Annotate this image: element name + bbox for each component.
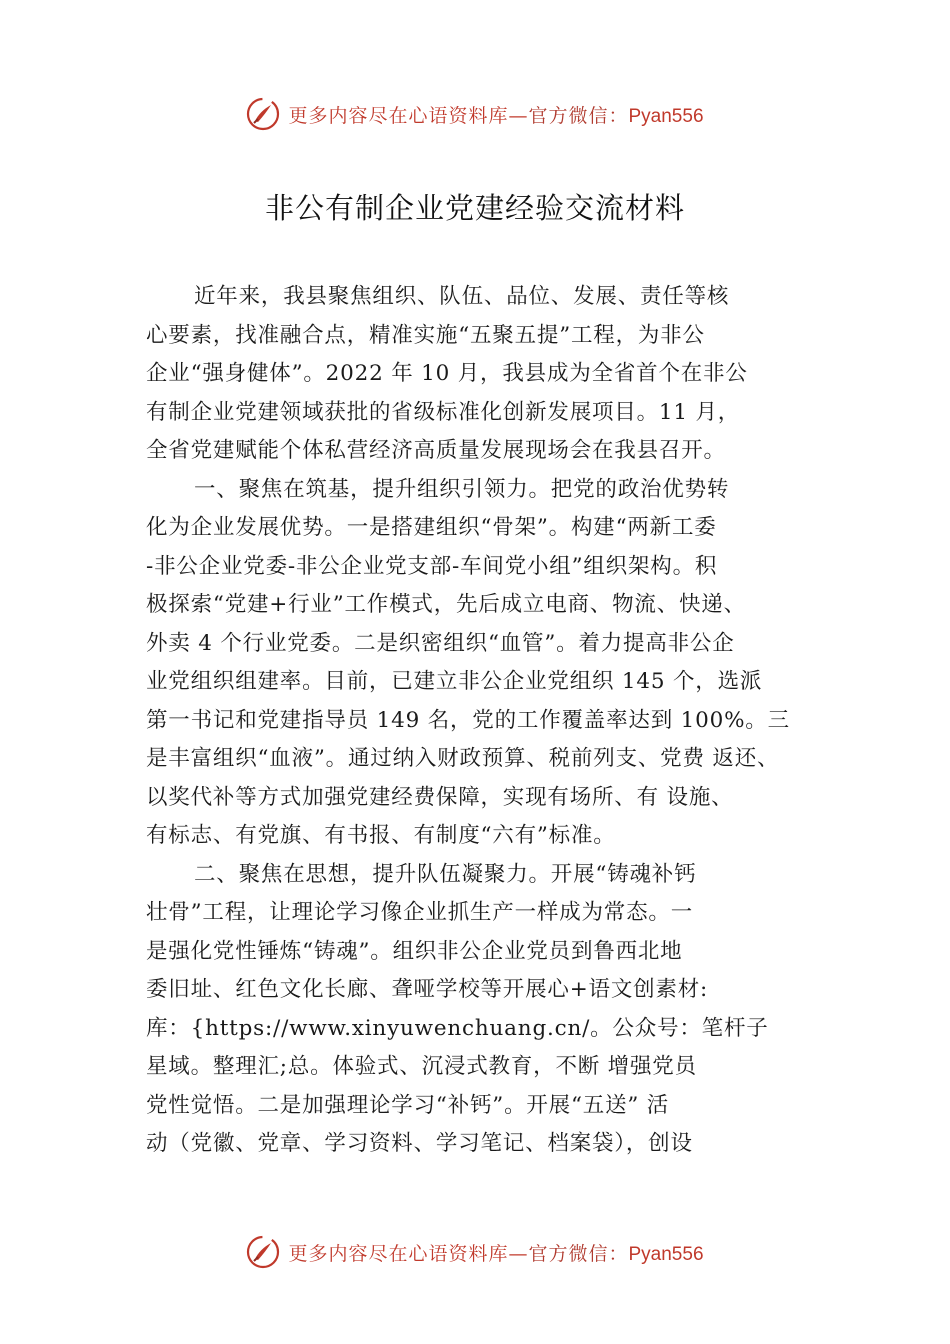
banner-text xyxy=(288,1239,703,1266)
body-line: -非公企业党委-非公企业党支部-车间党小组”组织架构。积 xyxy=(146,553,718,579)
body-line: 党性觉悟。二是加强理论学习“补钙”。开展“五送” 活 xyxy=(146,1092,670,1118)
body-line: 近年来，我县聚焦组织、队伍、品位、发展、责任等核 xyxy=(194,284,730,309)
body-line: 外卖 4 个行业党委。二是织密组织“血管”。着力提高非公企 xyxy=(146,630,735,656)
body-line: 企业“强身健体”。2022 年 10 月，我县成为全省首个在非公 xyxy=(146,361,748,386)
banner-text xyxy=(288,101,703,128)
banner-dash: — xyxy=(508,1242,529,1265)
body-line: 极探索“党建+行业”工作模式，先后成立电商、物流、快递、 xyxy=(146,592,746,617)
body-line: 业党组织组建率。目前，已建立非公企业党组织 145 个，选派 xyxy=(146,669,763,694)
body-line: 全省党建赋能个体私营经济高质量发展现场会在我县召开。 xyxy=(146,438,726,463)
banner-main-text: 更多内容尽在心语资料库 xyxy=(288,1242,509,1265)
body-line: 一、聚焦在筑基，提升组织引领力。把党的政治优势转 xyxy=(194,476,730,502)
footer-banner xyxy=(0,1232,950,1272)
body-line: 壮骨”工程，让理论学习像企业抓生产一样成为常态。一 xyxy=(146,900,693,925)
body-line: 第一书记和党建指导员 149 名，党的工作覆盖率达到 100%。三 xyxy=(146,707,790,733)
body-line: 库：{https://www.xinyuwenchuang.cn/。公众号：笔杆子 xyxy=(146,1015,769,1041)
body-line: 动（党徽、党章、学习资料、学习笔记、档案袋），创设 xyxy=(146,1131,693,1156)
body-line: 有制企业党建领域获批的省级标准化创新发展项目。11 月， xyxy=(146,399,741,425)
body-line: 是丰富组织“血液”。通过纳入财政预算、税前列支、党费 返还、 xyxy=(146,746,780,771)
banner-wechat-id: Pyan556 xyxy=(628,1243,704,1265)
body-line: 是强化党性锤炼“铸魂”。组织非公企业党员到鲁西北地 xyxy=(146,938,683,964)
document-body xyxy=(146,278,846,1164)
banner-wechat-label: 官方微信： xyxy=(528,1242,629,1265)
brush-logo-icon xyxy=(246,97,280,131)
header-banner xyxy=(0,94,950,134)
body-line: 二、聚焦在思想，提升队伍凝聚力。开展“铸魂补钙 xyxy=(194,861,697,887)
body-line: 化为企业发展优势。一是搭建组织“骨架”。构建“两新工委 xyxy=(146,515,717,540)
body-line: 委旧址、红色文化长廊、聋哑学校等开展心+语文创素材: xyxy=(146,977,709,1002)
body-line: 星域。整理汇;总。体验式、沉浸式教育，不断 增强党员 xyxy=(146,1054,697,1079)
body-line: 心要素，找准融合点，精准实施“五聚五提”工程，为非公 xyxy=(146,322,705,348)
body-line: 有标志、有党旗、有书报、有制度“六有”标准。 xyxy=(146,823,616,848)
banner-main-text: 更多内容尽在心语资料库 xyxy=(288,104,509,127)
body-line: 以奖代补等方式加强党建经费保障，实现有场所、有 设施、 xyxy=(146,784,734,810)
banner-wechat-id: Pyan556 xyxy=(628,105,704,127)
banner-dash: — xyxy=(508,104,529,127)
brush-logo-icon xyxy=(246,1235,280,1269)
banner-wechat-label: 官方微信： xyxy=(528,104,629,127)
document-title: 非公有制企业党建经验交流材料 xyxy=(264,191,685,225)
